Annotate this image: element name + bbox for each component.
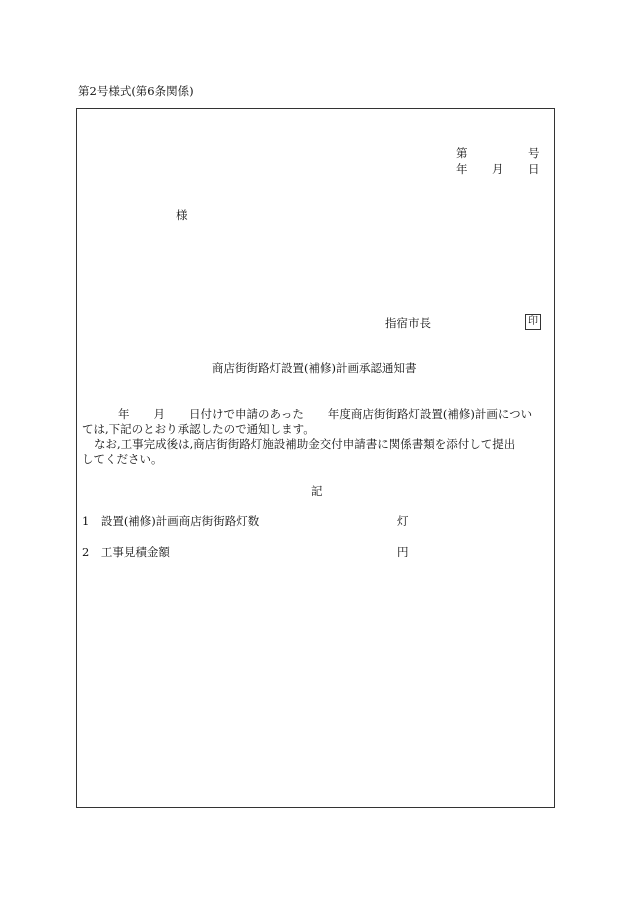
item-streetlight-count-label: 1 設置(補修)計画商店街街路灯数 bbox=[82, 514, 260, 528]
item-streetlight-count-unit: 灯 bbox=[397, 514, 409, 528]
body-fiscal-text: 年度商店街街路灯設置(補修)計画につい bbox=[327, 407, 533, 421]
body-date-text: 日付けで申請のあった bbox=[189, 407, 304, 421]
document-title: 商店街街路灯設置(補修)計画承認通知書 bbox=[212, 361, 417, 375]
record-heading: 記 bbox=[311, 484, 323, 498]
document-number-label: 第 bbox=[456, 146, 468, 160]
item-estimate-amount-label: 2 工事見積金額 bbox=[82, 545, 170, 559]
body-month: 月 bbox=[153, 407, 165, 421]
item-estimate-amount-unit: 円 bbox=[397, 545, 409, 559]
date-month-label: 月 bbox=[492, 162, 504, 176]
sender-title: 指宿市長 bbox=[385, 316, 431, 330]
body-line-1 bbox=[82, 407, 554, 422]
date-year-label: 年 bbox=[456, 162, 468, 176]
body-line-3: なお,工事完成後は,商店街街路灯施設補助金交付申請書に関係書類を添付して提出 bbox=[94, 437, 516, 451]
date-day-label: 日 bbox=[528, 162, 540, 176]
document-number-suffix: 号 bbox=[528, 146, 540, 160]
body-year: 年 bbox=[118, 407, 130, 421]
form-number: 第2号様式(第6条関係) bbox=[78, 84, 194, 98]
seal-mark: 印 bbox=[525, 314, 541, 330]
body-line-4: してください。 bbox=[82, 452, 163, 466]
notice-body bbox=[82, 407, 554, 467]
addressee-honorific: 様 bbox=[176, 208, 188, 222]
body-line-2: ては,下記のとおり承認したので通知します。 bbox=[82, 422, 315, 436]
